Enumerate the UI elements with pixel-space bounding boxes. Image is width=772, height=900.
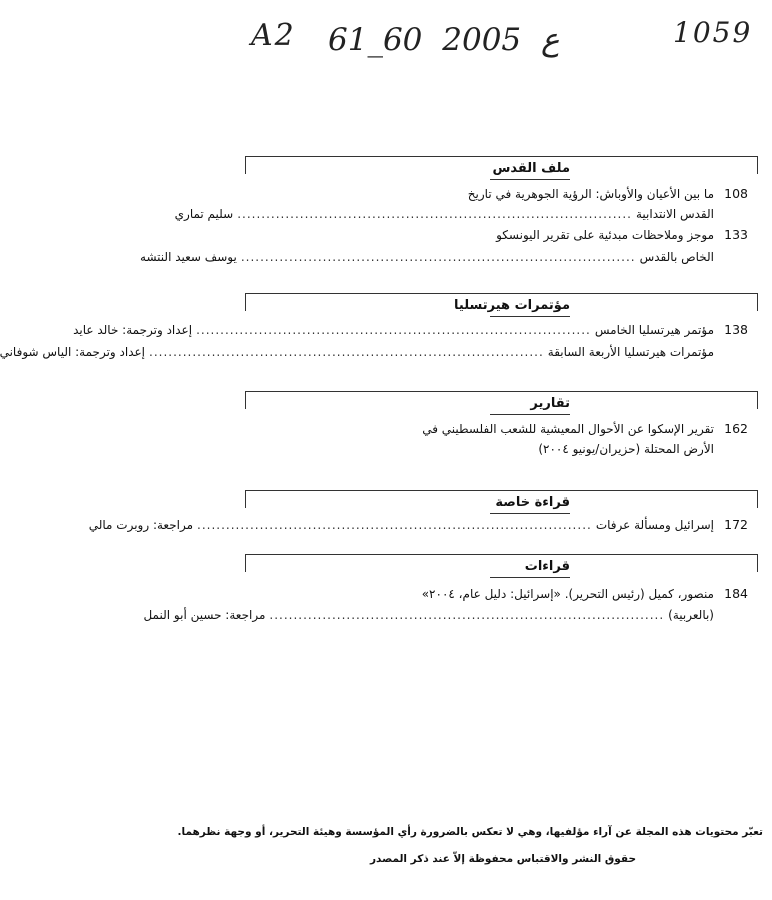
- entry-author: مراجعة: حسين أبو النمل: [143, 608, 266, 622]
- entry-title-continued: القدس الانتدابية: [636, 207, 714, 221]
- section-title: ملف القدس: [492, 161, 570, 176]
- entry-title-continued: الخاص بالقدس: [639, 250, 714, 264]
- section-title-underline: [490, 513, 570, 514]
- toc-entry[interactable]: [0, 320, 772, 364]
- page-number: 162: [724, 421, 748, 436]
- leader-dots: ..................................................................................: [149, 345, 544, 359]
- section-header-frame: [245, 554, 758, 577]
- page-number: 172: [724, 517, 748, 532]
- entry-title: موجز وملاحظات مبدئية على تقرير اليونسكو: [496, 228, 714, 242]
- section-header-frame: [245, 293, 758, 316]
- toc-entry[interactable]: [143, 584, 772, 628]
- leader-dots: ..................................................................................: [269, 608, 665, 622]
- section-header-frame: [245, 490, 758, 513]
- leader-dots: ..................................................................................: [197, 518, 592, 532]
- entry-author: سليم تماري: [174, 207, 234, 221]
- section-header-frame: [245, 391, 758, 414]
- entry-title-continued: (بالعربية): [668, 608, 714, 622]
- handwritten-mark: A2: [251, 18, 296, 53]
- page-number: 108: [724, 186, 748, 201]
- entry-line: [73, 320, 714, 340]
- section-title: قراءات: [524, 559, 570, 574]
- entry-author: إعداد وترجمة: خالد عايد: [73, 323, 193, 337]
- section-header-frame: [245, 156, 758, 179]
- entry-continuation: [143, 605, 714, 625]
- entry-title: ما بين الأعيان والأوباش: الرؤية الجوهرية في تاريخ: [467, 187, 714, 201]
- page-number: 138: [724, 322, 748, 337]
- entry-author: إعداد وترجمة: الياس شوفاني: [0, 345, 145, 359]
- entry-title: مؤتمرات هيرتسليا الأربعة السابقة: [547, 345, 714, 359]
- entry-title: تقرير الإسكوا عن الأحوال المعيشية للشعب الفلسطيني في: [422, 422, 714, 436]
- entry-author: يوسف سعيد النتشه: [140, 250, 237, 264]
- section-title-underline: [490, 577, 570, 578]
- section-title-underline: [490, 179, 570, 180]
- section-title: مؤتمرات هيرتسليا: [454, 298, 570, 313]
- footer-copyright: حقوق النشر والاقتباس محفوظة إلاّ عند ذكر المصدر: [369, 853, 637, 865]
- section-title-underline: [490, 414, 570, 415]
- entry-title: منصور، كميل (رئيس التحرير). «إسرائيل: دليل عام، ٢٠٠٤»: [421, 587, 714, 601]
- entry-title: مؤتمر هيرتسليا الخامس: [594, 323, 714, 337]
- footer-disclaimer: تعبّر محتويات هذه المجلة عن آراء مؤلفيها، وهي لا تعكس بالضرورة رأي المؤسسة وهيئة التحرير، أو وجهة نظرهما.: [177, 826, 763, 838]
- toc-entry[interactable]: [88, 515, 772, 539]
- section-title-underline: [490, 316, 570, 317]
- toc-entry[interactable]: [233, 419, 772, 463]
- entry-title: إسرائيل ومسألة عرفات: [595, 518, 714, 532]
- toc-entry[interactable]: [174, 184, 772, 228]
- handwritten-number: 1059: [673, 16, 753, 49]
- handwritten-reference: 61_60 ع 2005: [328, 22, 560, 58]
- section-title: قراءة خاصة: [495, 495, 570, 510]
- entry-author: مراجعة: روبرت مالي: [88, 518, 194, 532]
- entry-title-continued: الأرض المحتلة (حزيران/يونيو ٢٠٠٤): [538, 442, 714, 456]
- entry-continuation: [140, 247, 714, 267]
- toc-entry[interactable]: [140, 225, 772, 269]
- section-title: تقارير: [530, 396, 570, 411]
- leader-dots: ..................................................................................: [196, 323, 591, 337]
- leader-dots: ..................................................................................: [237, 207, 632, 221]
- page-number: 133: [724, 227, 748, 242]
- entry-line: [0, 342, 714, 362]
- page-number: 184: [724, 586, 748, 601]
- leader-dots: ..................................................................................: [240, 250, 636, 264]
- entry-line: [88, 515, 714, 535]
- entry-continuation: [174, 204, 714, 224]
